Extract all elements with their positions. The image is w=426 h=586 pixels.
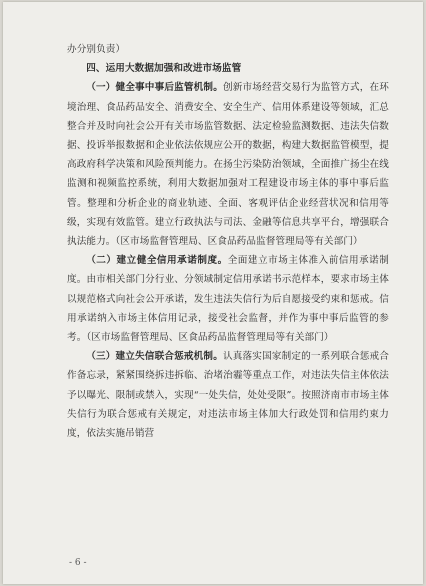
page-number: - 6 -: [69, 558, 87, 568]
document-page: [3, 2, 423, 584]
paragraph-2-lead: （二）建立健全信用承诺制度。: [86, 255, 228, 267]
section-heading: 四、运用大数据加强和改进市场监管: [86, 63, 242, 75]
paragraph-2: [67, 251, 389, 347]
paragraph-3: [67, 347, 389, 443]
paragraph-3-body: 认真落实国家制定的一系列联合惩戒合作备忘录，紧紧围绕拆违拆临、治堵治霾等重点工作，对违法失信主体依法予以曝光、限制或禁入，实现“一处失信，处处受限”。按照济南市市场主体失信行为联合惩戒有关规定，对违法市场主体加大行政处罚和信用约束力度，依法实施吊销营: [67, 351, 390, 440]
paragraph-3-lead: （三）建立失信联合惩戒机制。: [86, 351, 223, 363]
paragraph-1: [67, 78, 389, 251]
continuation-text: 办分别负责）: [67, 44, 126, 55]
paragraph-2-body: 全面建立市场主体准入前信用承诺制度。由市相关部门分行业、分领域制定信用承诺书示范样本，要求市场主体以规范格式向社会公开承诺，发生违法失信行为后自愿接受约束和惩戒。信用承诺纳入市场主体信用记录，接受社会监督，并作为事中事后监管的参考。（区市场监督管理局、区食品药品监督管理局等有关部门）: [67, 255, 389, 344]
paragraph-1-body: 创新市场经营交易行为监管方式，在环境治理、食品药品安全、消费安全、安全生产、信用体系建设等领域，汇总整合并及时向社会公开有关市场监管数据、法定检验监测数据、违法失信数据、投诉举报数据和企业依法依规应公开的数据，构建大数据监管模型，提高政府科学决策和风险预判能力。在扬尘污染防治领域，全面推广扬尘在线监测和视频监控系统，利用大数据加强对工程建设市场主体的事中事后监管。整理和分析企业的商业轨迹、全面、客观评估企业经营状况和信用等级，实现有效监管。建立行政执法与司法、金融等信息共享平台，增强联合执法能力。（区市场监督管理局、区食品药品监督管理局等有关部门）: [67, 82, 390, 248]
document-body: [67, 40, 389, 443]
paragraph-1-lead: （一）健全事中事后监管机制。: [86, 82, 223, 94]
